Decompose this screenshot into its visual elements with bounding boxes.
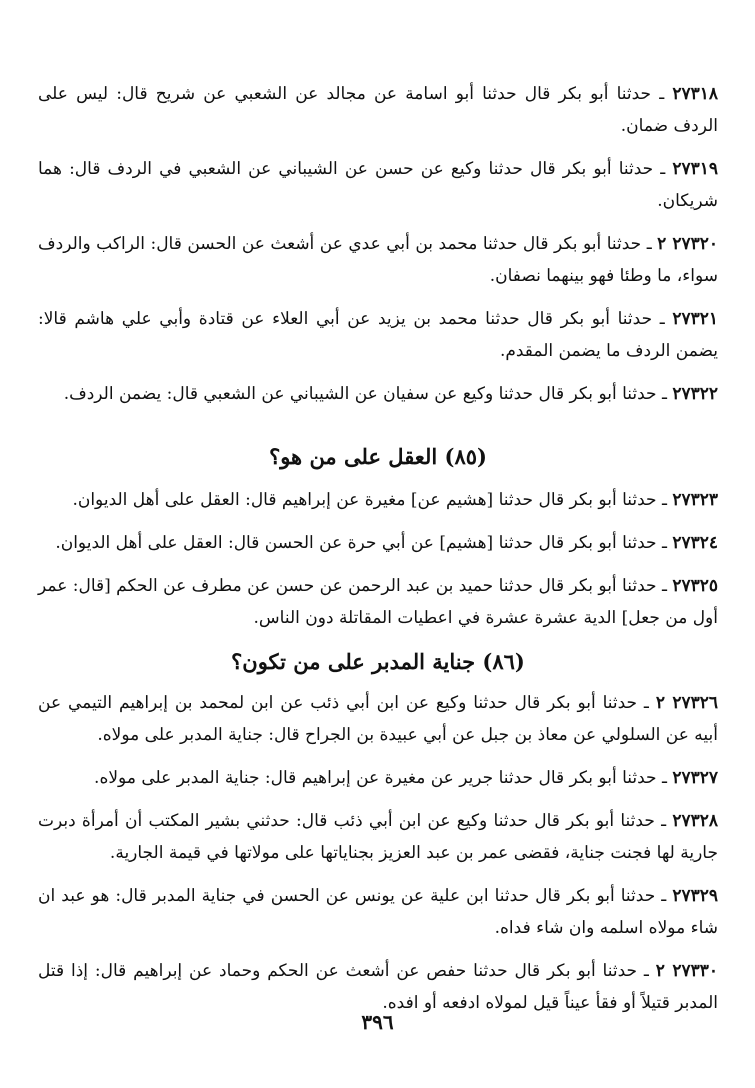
entry-text: ـ حدثنا أبو بكر قال حدثنا وكيع عن ابن أبي ذئب عن ابن لمحمد بن إبراهيم التيمي عن أبيه عن السلولي عن معاذ بن جبل عن أبي عبيدة بن الجراح قال: جناية المدبر على مولاه.: [38, 693, 718, 745]
entry-text: ـ حدثنا أبو بكر قال حدثنا [هشيم عن] مغيرة عن إبراهيم قال: العقل على أهل الديوان.: [72, 490, 667, 510]
entry-number: ٢٧٣٢٢: [672, 384, 718, 404]
entry-text: ـ حدثنا أبو بكر قال حدثنا [هشيم] عن أبي حرة عن الحسن قال: العقل على أهل الديوان.: [55, 533, 667, 553]
entry-number: ٢٧٣١٩: [672, 159, 718, 179]
hadith-entry-27318: [38, 78, 718, 142]
page-number: ٣٩٦: [361, 1010, 394, 1034]
chapter-heading-86: (٨٦) جناية المدبر على من تكون؟: [231, 649, 525, 674]
entry-text: ـ حدثنا أبو بكر قال حدثنا حميد بن عبد الرحمن عن حسن عن مطرف عن الحكم [قال: عمر أول من جعل] الدية عشرة عشرة في اعطيات المقاتلة دون الناس.: [38, 576, 718, 628]
entry-number: ٢٧٣٢٧: [672, 768, 718, 788]
entry-number: ٢٧٣١٨: [672, 84, 718, 104]
entry-text: ـ حدثنا أبو بكر قال حدثنا وكيع عن ابن أبي ذئب قال: حدثني بشير المكتب أن أمرأة دبرت جارية لها فجنت جناية، فقضى عمر بن عبد العزيز بجناياتها على مولاتها في قيمة الجارية.: [38, 811, 718, 863]
entry-text: ـ حدثنا أبو بكر قال حدثنا وكيع عن حسن عن الشيباني عن الشعبي في الردف قال: هما شريكان.: [38, 159, 718, 211]
hadith-entry-27324: [38, 527, 718, 559]
entry-number: ٢٧٣٢٤: [672, 533, 718, 553]
hadith-entry-27320: [38, 228, 718, 292]
entry-number: ٢٧٣٢٦ ٢: [655, 693, 719, 713]
entry-text: ـ حدثنا أبو بكر قال حدثنا محمد بن أبي عدي عن أشعث عن الحسن قال: الراكب والردف سواء، ما وطئا فهو بينهما نصفان.: [38, 234, 718, 286]
entry-text: ـ حدثنا أبو بكر قال حدثنا حفص عن أشعث عن الحكم وحماد عن إبراهيم قال: إذا قتل المدبر قتيلاً أو فقأ عيناً قيل لمولاه ادفعه أو افده.: [38, 961, 718, 1013]
chapter-heading-85: (٨٥) العقل على من هو؟: [269, 444, 487, 469]
entry-number: ٢٧٣٢٩: [672, 886, 718, 906]
hadith-entry-27319: [38, 153, 718, 217]
entry-number: ٢٧٣٢٠ ٢: [657, 234, 718, 254]
entry-number: ٢٧٣٢٨: [672, 811, 719, 831]
hadith-entry-27328: [38, 805, 718, 869]
hadith-entry-27325: [38, 570, 718, 634]
hadith-entry-27323: [38, 484, 718, 516]
entry-text: ـ حدثنا أبو بكر قال حدثنا محمد بن يزيد عن أبي العلاء عن قتادة وأبي علي هاشم قالا: يضمن الردف ما يضمن المقدم.: [38, 309, 718, 361]
entry-text: ـ حدثنا أبو بكر قال حدثنا وكيع عن سفيان عن الشيباني عن الشعبي قال: يضمن الردف.: [63, 384, 667, 404]
hadith-entry-27326: [38, 687, 718, 751]
entry-number: ٢٧٣٢٥: [672, 576, 718, 596]
entry-number: ٢٧٣٢١: [672, 309, 719, 329]
entry-text: ـ حدثنا أبو بكر قال حدثنا أبو اسامة عن مجالد عن الشعبي عن شريح قال: ليس على الردف ضمان.: [38, 84, 718, 136]
hadith-entry-27327: [38, 762, 718, 794]
entry-number: ٢٧٣٢٣: [672, 490, 718, 510]
document-page: [38, 78, 718, 1030]
entry-text: ـ حدثنا أبو بكر قال حدثنا جرير عن مغيرة عن إبراهيم قال: جناية المدبر على مولاه.: [94, 768, 667, 788]
entry-text: ـ حدثنا أبو بكر قال حدثنا ابن علية عن يونس عن الحسن في جناية المدبر قال: هو عبد ان شاء مولاه اسلمه وان شاء فداه.: [38, 886, 718, 938]
entry-number: ٢٧٣٣٠ ٢: [655, 961, 718, 981]
hadith-entry-27322: [38, 378, 718, 410]
hadith-entry-27329: [38, 880, 718, 944]
hadith-entry-27321: [38, 303, 718, 367]
